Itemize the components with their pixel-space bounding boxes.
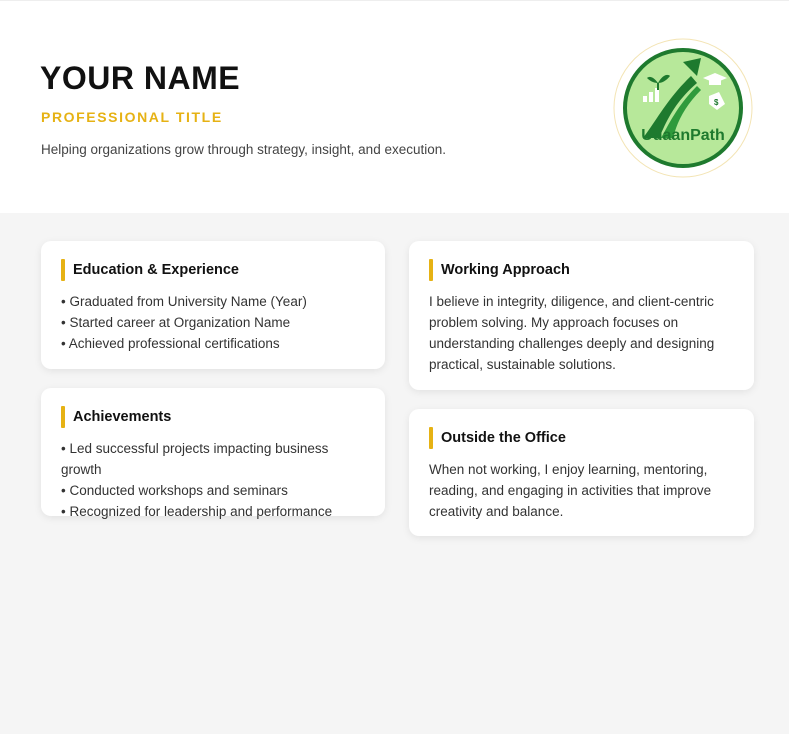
education-experience-title: Education & Experience (61, 259, 365, 281)
achievements-card (41, 388, 385, 519)
list-item: • Led successful projects impacting business growth (61, 441, 329, 477)
svg-text:$: $ (714, 98, 719, 107)
profile-title: PROFESSIONAL TITLE (41, 109, 223, 125)
udaanpath-logo (613, 38, 753, 178)
list-item: • Recognized for leadership and performance (61, 504, 333, 519)
profile-header (0, 0, 789, 213)
achievements-title: Achievements (61, 406, 365, 428)
achievements-list (61, 438, 365, 522)
list-item: • Conducted workshops and seminars (61, 483, 288, 498)
working-approach-title: Working Approach (429, 259, 734, 281)
list-item: • Achieved professional certifications (61, 336, 280, 351)
profile-name: YOUR NAME (40, 60, 241, 96)
list-item: • Graduated from University Name (Year) (61, 294, 307, 309)
outside-office-text: When not working, I enjoy learning, mentoring, reading, and engaging in activities that improve creativity and balance. (429, 462, 712, 519)
outside-office-card (409, 409, 754, 536)
outside-office-title: Outside the Office (429, 427, 734, 449)
education-experience-card (41, 241, 385, 369)
education-experience-list (61, 291, 365, 354)
svg-text:UdaanPath: UdaanPath (641, 127, 725, 144)
working-approach-card (409, 241, 754, 390)
list-item: • Started career at Organization Name (61, 315, 291, 330)
working-approach-text: I believe in integrity, diligence, and client-centric problem solving. My approach focuses on understanding challenges deeply and designing practical, sustainable solutions. (429, 294, 715, 372)
profile-tagline: Helping organizations grow through strategy, insight, and execution. (41, 142, 446, 157)
